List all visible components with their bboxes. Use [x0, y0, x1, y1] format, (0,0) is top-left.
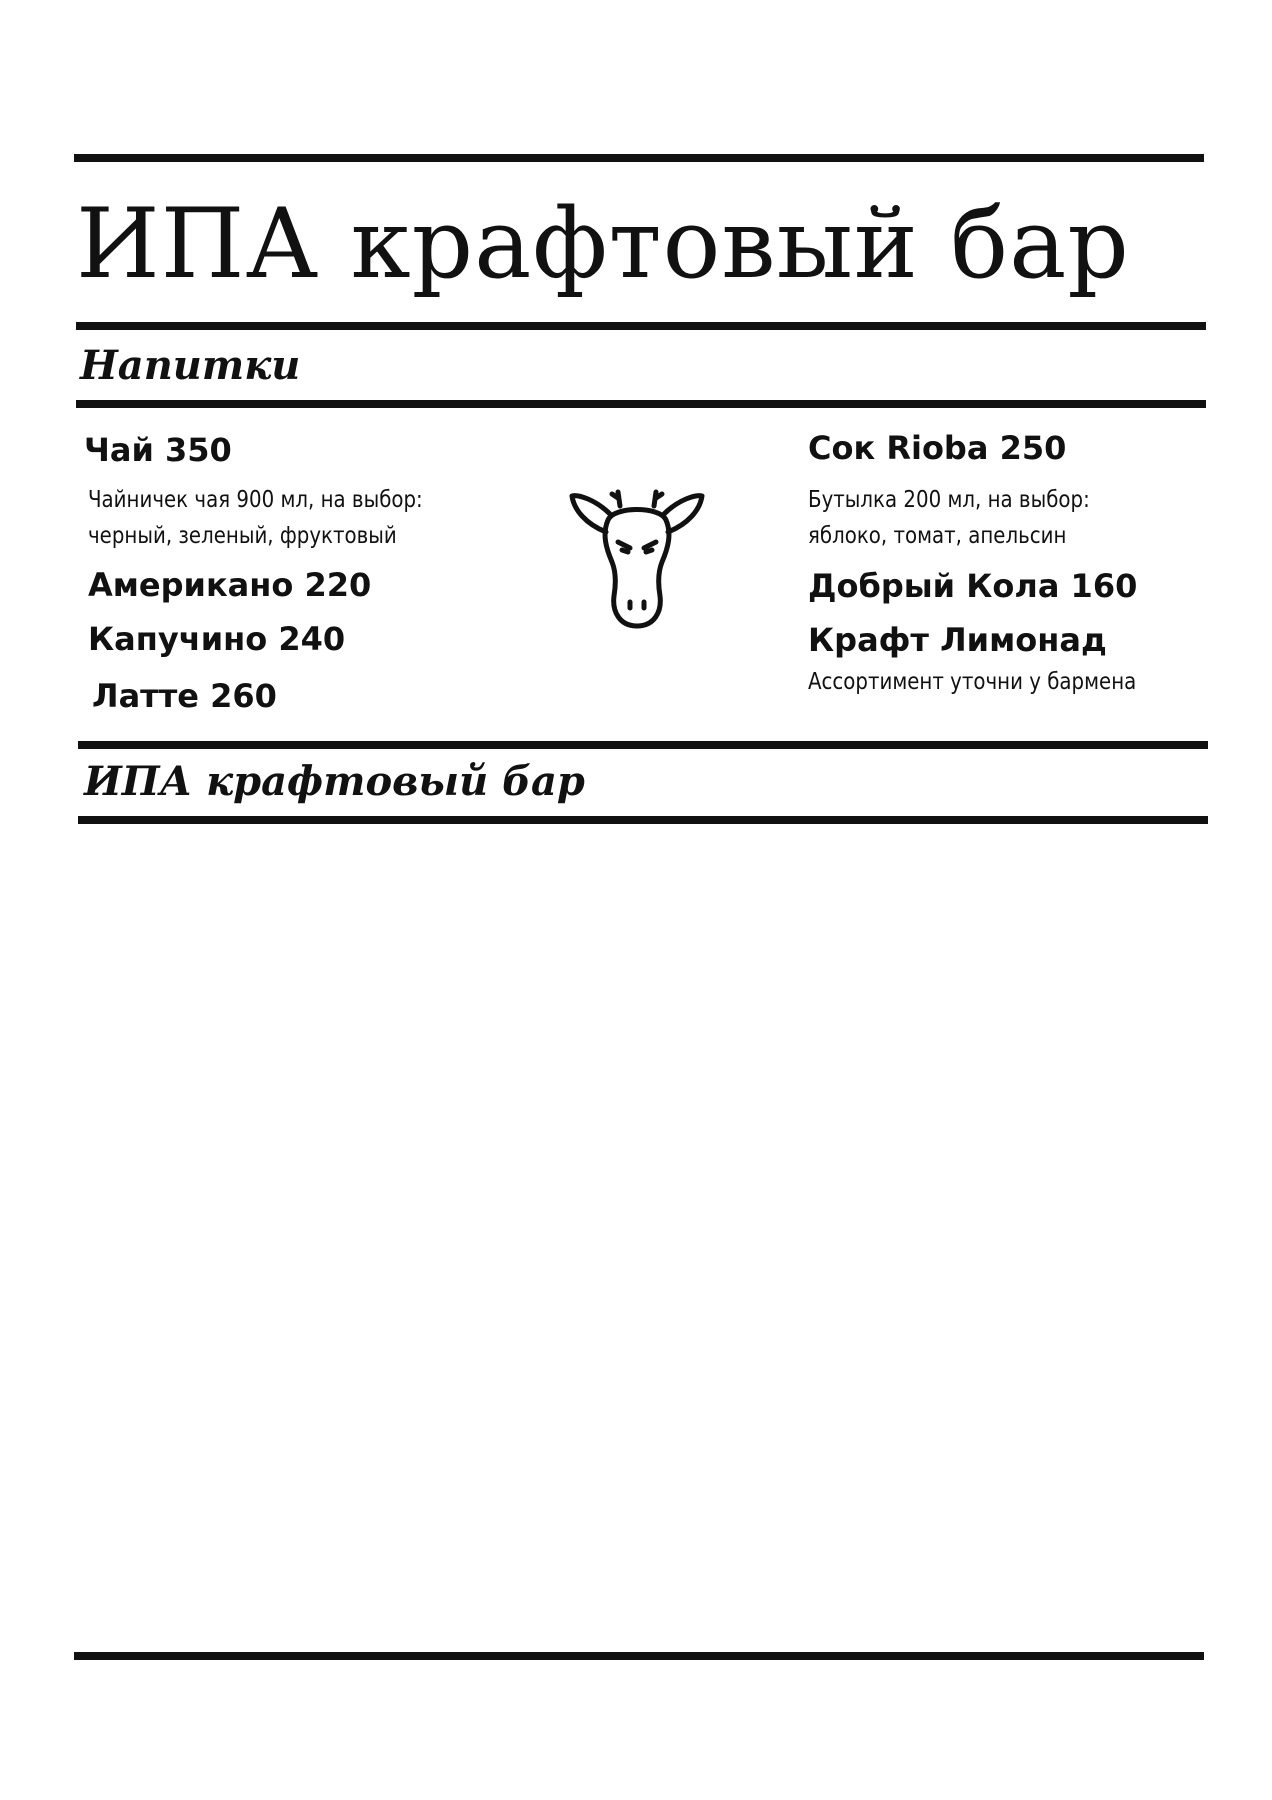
- section-heading-drinks: Напитки: [80, 342, 301, 389]
- menu-item-cappuccino: Капучино 240: [88, 620, 346, 658]
- bottom-divider: [74, 1652, 1204, 1660]
- bar-name-divider: [78, 816, 1208, 824]
- menu-item-craft-lemonade-description: Ассортимент уточни у бармена: [808, 669, 1137, 695]
- menu-item-craft-lemonade: Крафт Лимонад: [808, 621, 1107, 659]
- menu-item-rioba-juice-description-line-2: яблоко, томат, апельсин: [808, 523, 1067, 549]
- drinks-heading-divider: [76, 400, 1206, 408]
- menu-item-dobry-cola: Добрый Кола 160: [808, 567, 1138, 605]
- menu-item-tea-description-line-2: черный, зеленый, фруктовый: [88, 523, 397, 549]
- section-heading-bar-name: ИПА крафтовый бар: [84, 758, 585, 805]
- menu-item-rioba-juice: Сок Rioba 250: [808, 429, 1067, 467]
- menu-item-tea: Чай 350: [84, 431, 232, 469]
- menu-item-americano: Американо 220: [88, 566, 372, 604]
- menu-item-rioba-juice-description-line-1: Бутылка 200 мл, на выбор:: [808, 487, 1090, 513]
- title-divider: [76, 322, 1206, 330]
- menu-item-latte: Латте 260: [92, 677, 277, 715]
- menu-item-tea-description-line-1: Чайничек чая 900 мл, на выбор:: [88, 487, 423, 513]
- drinks-bottom-divider: [78, 741, 1208, 749]
- page-title: ИПА крафтовый бар: [76, 188, 1130, 300]
- top-divider: [74, 154, 1204, 162]
- deer-head-icon: [568, 484, 706, 630]
